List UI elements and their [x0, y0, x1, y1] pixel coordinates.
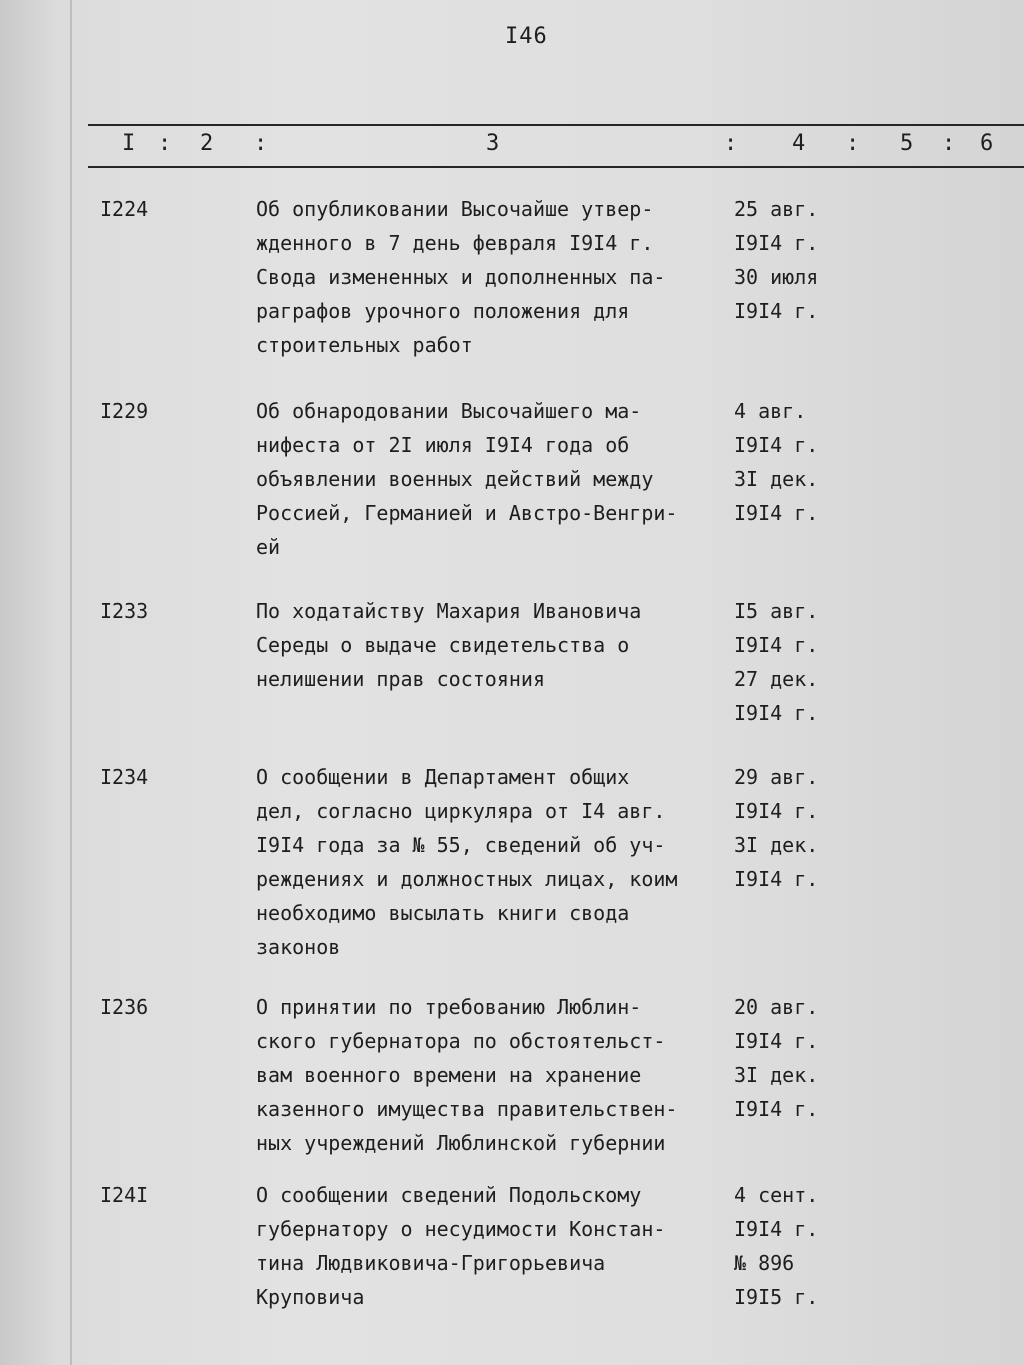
description-line: необходимо высылать книги свода: [256, 901, 630, 925]
description-line: О сообщении сведений Подольскому: [256, 1183, 642, 1207]
description-line: тина Людвиковича-Григорьевича: [256, 1251, 606, 1275]
entry-number: I236: [100, 995, 149, 1019]
column-header-1: I: [122, 131, 136, 156]
column-header-5: 5: [900, 131, 914, 156]
description-line: губернатору о несудимости Констан-: [256, 1217, 666, 1241]
entry-dates: [734, 594, 844, 730]
date-line: I9I4 г.: [734, 867, 819, 891]
column-separator: :: [846, 131, 860, 156]
description-line: I9I4 года за № 55, сведений об уч-: [256, 833, 666, 857]
description-line: О сообщении в Департамент общих: [256, 765, 630, 789]
description-line: Об опубликовании Высочайше утвер-: [256, 197, 654, 221]
date-line: I9I4 г.: [734, 1217, 819, 1241]
header-rule-top: [88, 124, 1024, 126]
column-header-4: 4: [792, 131, 806, 156]
description-line: Свода измененных и дополненных па-: [256, 265, 666, 289]
entry-dates: [734, 192, 844, 328]
entry-number: I229: [100, 399, 149, 423]
entry-description: [256, 594, 726, 696]
description-line: Россией, Германией и Австро-Венгри-: [256, 501, 678, 525]
date-line: I9I4 г.: [734, 501, 819, 525]
column-separator: :: [158, 131, 172, 156]
entry-description: [256, 760, 726, 964]
entry-description: [256, 394, 726, 564]
date-line: I9I4 г.: [734, 633, 819, 657]
description-line: дел, согласно циркуляра от I4 авг.: [256, 799, 666, 823]
entry-description: [256, 990, 726, 1160]
header-rule-bottom: [88, 166, 1024, 168]
date-line: I9I4 г.: [734, 1097, 819, 1121]
entry-number: I234: [100, 765, 149, 789]
date-line: 3I дек.: [734, 467, 819, 491]
entry-description: [256, 1178, 726, 1314]
description-line: вам военного времени на хранение: [256, 1063, 642, 1087]
entry-dates: [734, 760, 844, 896]
column-separator: :: [254, 131, 268, 156]
description-line: строительных работ: [256, 333, 473, 357]
date-line: 3I дек.: [734, 1063, 819, 1087]
entry-number: I224: [100, 197, 149, 221]
date-line: 4 авг.: [734, 399, 807, 423]
description-line: Об обнародовании Высочайшего ма-: [256, 399, 642, 423]
column-header-2: 2: [200, 131, 214, 156]
description-line: жденного в 7 день февраля I9I4 г.: [256, 231, 654, 255]
description-line: нелишении прав состояния: [256, 667, 545, 691]
page-number: I46: [505, 24, 548, 49]
date-line: 27 дек.: [734, 667, 819, 691]
column-separator: :: [942, 131, 956, 156]
date-line: I9I4 г.: [734, 433, 819, 457]
date-line: 20 авг.: [734, 995, 819, 1019]
description-line: По ходатайству Махария Ивановича: [256, 599, 642, 623]
date-line: 4 сент.: [734, 1183, 819, 1207]
description-line: нифеста от 2I июля I9I4 года об: [256, 433, 630, 457]
date-line: I9I4 г.: [734, 231, 819, 255]
date-line: I9I5 г.: [734, 1285, 819, 1309]
column-header-3: 3: [486, 131, 500, 156]
date-line: № 896: [734, 1251, 795, 1275]
date-line: 25 авг.: [734, 197, 819, 221]
description-line: О принятии по требованию Люблин-: [256, 995, 642, 1019]
date-line: I5 авг.: [734, 599, 819, 623]
description-line: объявлении военных действий между: [256, 467, 654, 491]
date-line: 3I дек.: [734, 833, 819, 857]
page-fold-shadow: [70, 0, 72, 1365]
column-separator: :: [724, 131, 738, 156]
date-line: I9I4 г.: [734, 799, 819, 823]
date-line: 29 авг.: [734, 765, 819, 789]
description-line: раграфов урочного положения для: [256, 299, 630, 323]
description-line: законов: [256, 935, 341, 959]
entry-dates: [734, 990, 844, 1126]
description-line: казенного имущества правительствен-: [256, 1097, 678, 1121]
description-line: ей: [256, 535, 281, 559]
description-line: Круповича: [256, 1285, 365, 1309]
date-line: I9I4 г.: [734, 1029, 819, 1053]
date-line: I9I4 г.: [734, 701, 819, 725]
description-line: реждениях и должностных лицах, коим: [256, 867, 678, 891]
date-line: 30 июля: [734, 265, 819, 289]
date-line: I9I4 г.: [734, 299, 819, 323]
column-header-6: 6: [980, 131, 994, 156]
entry-number: I24I: [100, 1183, 149, 1207]
entry-dates: [734, 1178, 844, 1314]
description-line: ных учреждений Люблинской губернии: [256, 1131, 666, 1155]
entry-number: I233: [100, 599, 149, 623]
description-line: Середы о выдаче свидетельства о: [256, 633, 630, 657]
entry-dates: [734, 394, 844, 530]
entry-description: [256, 192, 726, 362]
description-line: ского губернатора по обстоятельст-: [256, 1029, 666, 1053]
